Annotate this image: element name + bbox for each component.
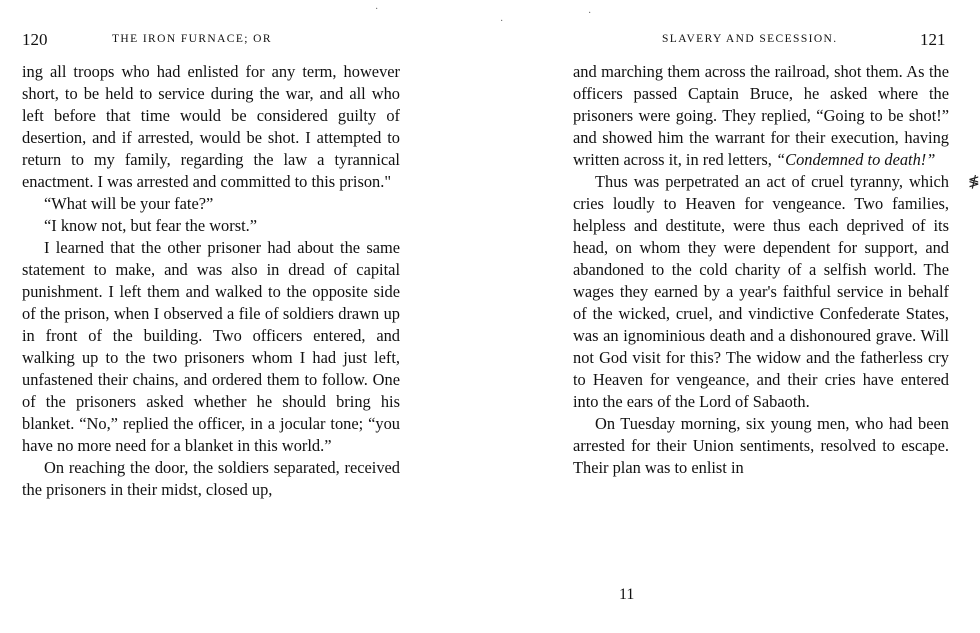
condemned-to-death-italic: “Condemned to death!” (776, 150, 936, 169)
left-paragraph: I learned that the other prisoner had about the same statement to make, and was also in dread of capital punishment. I left them and walked to the opposite side of the prison, when I observed a file of soldiers drawn up in front of the building. Two officers entered, and walking up to the two prisoners whom I had just left, unfastened their chains, and ordered them to follow. One of the prisoners asked whether he should bring his blanket. “No,” replied the officer, in a jocular tone; “you have no more need for a blanket in this world.” (22, 238, 400, 455)
margin-mark: ≸ (968, 175, 980, 190)
right-page-number: 121 (920, 30, 946, 49)
scan-speck: · (500, 16, 504, 27)
right-paragraph: Thus was perpetrated an act of cruel tyranny, which cries loudly to Heaven for vengeance. Two families, helpless and destitute, were thus each deprived of its head, on whom they were dependent for support, and abandoned to the cold charity of a selfish world. The wages they earned by a year's faithful service in behalf of the wicked, cruel, and vindictive Confederate States, was an ignominious death and a dishonoured grave. Will not God visit for this? The widow and the fatherless cry to Heaven for vengeance, and their cries have entered into the ears of the Lord of Sabaoth. (573, 172, 949, 411)
scan-speck: · (375, 4, 379, 15)
left-page-number: 120 (22, 30, 48, 49)
right-paragraph (573, 61, 949, 171)
left-running-head: THE IRON FURNACE; OR (112, 33, 272, 45)
right-paragraph: On Tuesday morning, six young men, who had been arrested for their Union sentiments, resolved to escape. Their plan was to enlist in (573, 414, 949, 477)
left-paragraph: “I know not, but fear the worst.” (44, 216, 258, 235)
right-running-head: SLAVERY AND SECESSION. (662, 33, 838, 45)
right-paragraph-text: and marching them across the railroad, shot them. As the officers passed Captain Bruce, he asked where the prisoners were going. They replied, “Going to be shot!” and showed him the warrant for their execution, having written across it, in red letters, (573, 62, 949, 169)
left-page-body (22, 61, 400, 501)
right-page (490, 0, 980, 633)
signature-mark: 11 (619, 586, 635, 603)
right-page-body (573, 61, 949, 479)
left-paragraph: ing all troops who had enlisted for any term, however short, to be held to service during the war, and all who left before that time would be considered guilty of desertion, and if arrested, would be shot. I attempted to return to my family, regarding the law a tyrannical enactment. I was arrested and committed to this prison." (22, 62, 400, 191)
scan-speck: · (588, 8, 592, 19)
left-paragraph: “What will be your fate?” (44, 194, 214, 213)
left-paragraph: On reaching the door, the soldiers separated, received the prisoners in their midst, closed up, (22, 458, 400, 499)
